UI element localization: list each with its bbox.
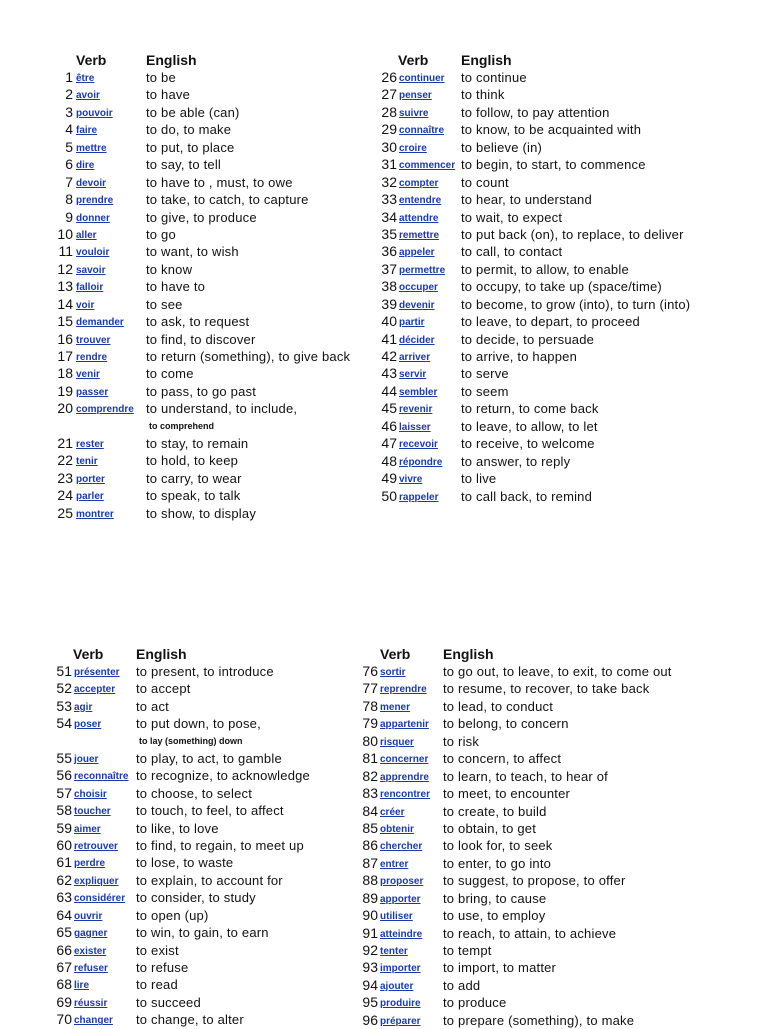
- verb-number: 33: [381, 191, 397, 208]
- verb-number: 54: [56, 715, 72, 732]
- verb-number: 26: [381, 69, 397, 85]
- english-translation: to call back, to remind: [461, 488, 593, 504]
- english-translation: to act: [136, 698, 169, 714]
- verb-column-header: Verb: [73, 646, 104, 662]
- verb-number: 43: [381, 365, 397, 382]
- verb-link[interactable]: pouvoir: [76, 107, 113, 119]
- verb-number: 46: [381, 417, 397, 434]
- verb-link[interactable]: falloir: [76, 282, 104, 294]
- english-translation: to go: [146, 226, 176, 242]
- verb-number: 4: [65, 121, 73, 138]
- verb-link[interactable]: faire: [76, 125, 98, 137]
- verb-number: 19: [57, 382, 73, 399]
- verb-number: 3: [65, 103, 73, 120]
- verb-number: 50: [381, 487, 397, 504]
- verb-number: 63: [56, 889, 72, 906]
- verb-number: 11: [58, 243, 73, 260]
- verb-number: 94: [362, 976, 378, 993]
- verb-number: 6: [65, 156, 73, 173]
- verb-number: 35: [381, 225, 397, 242]
- verb-link[interactable]: permettre: [399, 264, 446, 276]
- verb-number: 55: [56, 749, 72, 766]
- verb-link[interactable]: montrer: [76, 508, 114, 520]
- verb-link[interactable]: suivre: [399, 107, 429, 119]
- verb-number: 80: [362, 732, 378, 749]
- english-translation: to say, to tell: [146, 157, 222, 173]
- verb-number: 76: [362, 663, 378, 679]
- verb-number: 17: [57, 348, 73, 364]
- verb-link[interactable]: apporter: [380, 893, 421, 905]
- english-translation: to refuse: [136, 960, 189, 975]
- english-translation: to look for, to seek: [443, 838, 553, 854]
- verb-number: 27: [381, 86, 397, 103]
- english-translation: to find, to discover: [146, 331, 256, 347]
- verb-number: 60: [56, 836, 72, 853]
- verb-number: 32: [381, 173, 397, 190]
- verb-link[interactable]: obtenir: [380, 823, 414, 835]
- verb-link[interactable]: concerner: [380, 754, 429, 766]
- english-translation: to resume, to recover, to take back: [443, 681, 650, 697]
- verb-link[interactable]: vivre: [399, 474, 423, 486]
- verb-link[interactable]: attendre: [399, 212, 439, 224]
- verb-number: 5: [65, 138, 73, 155]
- english-translation: to obtain, to get: [443, 820, 537, 836]
- verb-link[interactable]: agir: [74, 701, 93, 713]
- verb-link[interactable]: produire: [380, 998, 421, 1010]
- verb-link[interactable]: décider: [399, 334, 435, 346]
- verb-link[interactable]: dire: [76, 160, 95, 172]
- verb-number: 90: [362, 907, 378, 924]
- verb-number: 44: [381, 382, 397, 399]
- verb-link[interactable]: croire: [399, 142, 427, 154]
- verb-link[interactable]: atteindre: [380, 928, 423, 940]
- verb-link[interactable]: revenir: [399, 404, 433, 416]
- english-translation: to change, to alter: [136, 1012, 244, 1028]
- english-translation: to go out, to leave, to exit, to come out: [443, 664, 672, 679]
- english-translation: to be able (can): [146, 104, 240, 120]
- english-column-header: English: [146, 52, 197, 68]
- english-translation: to know: [146, 261, 193, 277]
- english-translation: to give, to produce: [146, 209, 257, 225]
- verb-link[interactable]: ouvrir: [74, 910, 103, 922]
- verb-link[interactable]: perdre: [74, 858, 106, 870]
- english-translation: to become, to grow (into), to turn (into): [461, 296, 691, 312]
- verb-number: 28: [381, 103, 397, 120]
- verb-link[interactable]: réussir: [74, 997, 108, 1009]
- verb-number: 95: [362, 994, 378, 1011]
- verb-number: 65: [56, 924, 72, 941]
- verb-link[interactable]: créer: [380, 806, 405, 818]
- verb-link[interactable]: appartenir: [380, 719, 429, 731]
- english-translation: to recognize, to acknowledge: [136, 768, 310, 784]
- verb-number: 10: [57, 225, 73, 242]
- verb-number: 7: [65, 173, 73, 190]
- verb-number: 12: [57, 260, 73, 277]
- verb-number: 67: [56, 959, 72, 975]
- verb-number: 9: [65, 208, 73, 225]
- verb-link[interactable]: entendre: [399, 195, 442, 207]
- verb-link[interactable]: risquer: [380, 736, 414, 748]
- english-translation: to add: [443, 977, 481, 993]
- verb-number: 15: [57, 313, 73, 330]
- english-translation: to leave, to allow, to let: [461, 418, 598, 434]
- verb-link[interactable]: toucher: [74, 806, 111, 818]
- verb-number: 39: [381, 295, 397, 312]
- english-translation: to do, to make: [146, 122, 232, 138]
- english-translation: to enter, to go into: [443, 855, 552, 871]
- verb-link[interactable]: prendre: [76, 195, 114, 207]
- verb-link[interactable]: ajouter: [380, 980, 414, 992]
- verb-number: 29: [381, 121, 397, 138]
- verb-link[interactable]: proposer: [380, 876, 424, 888]
- verb-link[interactable]: considérer: [74, 893, 126, 905]
- verb-number: 40: [381, 313, 397, 330]
- english-translation: to carry, to wear: [146, 470, 242, 486]
- verb-link[interactable]: donner: [76, 212, 110, 224]
- verb-link[interactable]: devoir: [76, 177, 107, 189]
- verb-number: 14: [57, 295, 73, 312]
- english-translation: to like, to love: [136, 820, 219, 836]
- verb-link[interactable]: passer: [76, 386, 109, 398]
- verb-link[interactable]: compter: [399, 177, 439, 189]
- verb-link[interactable]: comprendre: [76, 404, 134, 416]
- verb-number: 49: [381, 470, 397, 487]
- english-translation: to prepare (something), to make: [443, 1012, 635, 1028]
- english-column-header: English: [136, 646, 187, 662]
- english-translation: to speak, to talk: [146, 488, 241, 504]
- english-translation: to learn, to teach, to hear of: [443, 768, 608, 784]
- verb-number: 53: [56, 697, 72, 714]
- verb-number: 58: [56, 802, 72, 819]
- verb-number: 91: [362, 924, 378, 941]
- verb-link[interactable]: préparer: [380, 1015, 421, 1027]
- verb-link[interactable]: porter: [76, 473, 105, 485]
- verb-number: 93: [362, 959, 378, 976]
- english-translation: to see: [146, 296, 183, 312]
- english-translation: to want, to wish: [146, 244, 239, 260]
- verb-link[interactable]: rencontrer: [380, 789, 431, 801]
- verb-link[interactable]: arriver: [399, 352, 431, 363]
- english-translation: to wait, to expect: [461, 209, 563, 225]
- verb-number: 18: [57, 365, 73, 382]
- english-translation: to open (up): [136, 907, 209, 923]
- verb-number: 1: [65, 69, 73, 85]
- verb-number: 92: [362, 942, 378, 958]
- verb-number: 84: [362, 802, 378, 819]
- english-translation: to exist: [136, 942, 179, 958]
- english-translation: to begin, to start, to commence: [461, 157, 646, 173]
- english-translation: to have: [146, 87, 191, 103]
- english-column-header: English: [443, 646, 494, 662]
- verb-link[interactable]: gagner: [74, 928, 108, 940]
- verb-number: 62: [56, 871, 72, 888]
- verb-number: 81: [362, 750, 378, 767]
- english-translation: to show, to display: [146, 505, 257, 521]
- verb-link[interactable]: jouer: [74, 753, 99, 765]
- english-translation: to create, to build: [443, 803, 547, 819]
- english-translation: to concern, to affect: [443, 751, 562, 767]
- english-translation: to play, to act, to gamble: [136, 750, 282, 766]
- verb-link[interactable]: servir: [399, 369, 427, 381]
- english-translation: to import, to matter: [443, 960, 557, 976]
- english-translation: to understand, to include,: [146, 401, 298, 417]
- verb-number: 25: [57, 504, 73, 521]
- verb-number: 30: [381, 138, 397, 155]
- verb-number: 47: [381, 435, 397, 452]
- verb-number: 85: [362, 819, 378, 836]
- verb-number: 68: [56, 976, 72, 993]
- verb-number: 78: [362, 697, 378, 714]
- verb-number: 24: [57, 487, 73, 504]
- english-translation: to consider, to study: [136, 890, 256, 906]
- verb-link[interactable]: laisser: [399, 421, 431, 433]
- verb-number: 36: [381, 243, 397, 260]
- english-translation: to suggest, to propose, to offer: [443, 873, 626, 889]
- verb-link[interactable]: retrouver: [74, 840, 118, 852]
- verb-column-header: Verb: [380, 646, 411, 662]
- english-translation: to produce: [443, 995, 507, 1011]
- verb-link[interactable]: apprendre: [380, 771, 429, 783]
- english-translation: to occupy, to take up (space/time): [461, 279, 662, 295]
- english-translation: to hear, to understand: [461, 192, 592, 208]
- english-translation: to belong, to concern: [443, 716, 569, 732]
- verb-number: 69: [56, 993, 72, 1010]
- verb-link[interactable]: poser: [74, 719, 102, 731]
- verb-link[interactable]: tenter: [380, 946, 408, 957]
- verb-number: 86: [362, 837, 378, 854]
- verb-number: 23: [57, 469, 73, 486]
- verb-link[interactable]: appeler: [399, 247, 435, 259]
- verb-link[interactable]: expliquer: [74, 875, 119, 887]
- verb-number: 21: [57, 434, 73, 451]
- verb-link[interactable]: rappeler: [399, 491, 439, 503]
- verb-link[interactable]: recevoir: [399, 439, 438, 451]
- verb-number: 31: [381, 156, 397, 173]
- verb-column-header: Verb: [76, 52, 107, 68]
- english-translation: to lose, to waste: [136, 855, 234, 871]
- english-translation: to hold, to keep: [146, 453, 239, 469]
- verb-link[interactable]: présenter: [74, 667, 120, 678]
- verb-link[interactable]: remettre: [399, 229, 440, 241]
- english-translation: to put back (on), to replace, to deliver: [461, 226, 684, 242]
- verb-link[interactable]: penser: [399, 90, 432, 102]
- verb-link[interactable]: connaître: [399, 125, 445, 137]
- verb-link[interactable]: chercher: [380, 841, 423, 853]
- verb-number: 42: [381, 348, 397, 364]
- english-translation: to believe (in): [461, 139, 543, 155]
- verb-link[interactable]: commencer: [399, 160, 456, 172]
- verb-link[interactable]: répondre: [399, 456, 443, 468]
- verb-number: 64: [56, 906, 72, 923]
- english-translation: to pass, to go past: [146, 383, 257, 399]
- english-translation: to choose, to select: [136, 785, 253, 801]
- verb-link[interactable]: trouver: [76, 334, 111, 346]
- translation-continuation: to lay (something) down: [139, 735, 243, 746]
- verb-number: 13: [57, 278, 73, 295]
- english-translation: to receive, to welcome: [461, 436, 595, 452]
- english-translation: to return, to come back: [461, 401, 599, 417]
- verb-column-header: Verb: [398, 52, 429, 68]
- verb-link[interactable]: reprendre: [380, 684, 427, 696]
- verb-number: 70: [56, 1011, 72, 1028]
- verb-link[interactable]: partir: [399, 317, 425, 329]
- verb-number: 38: [381, 278, 397, 295]
- verb-number: 41: [381, 330, 397, 347]
- verb-link[interactable]: lire: [74, 980, 90, 992]
- english-translation: to be: [146, 70, 176, 85]
- english-translation: to find, to regain, to meet up: [136, 837, 304, 853]
- verb-link[interactable]: changer: [74, 1015, 113, 1027]
- verb-link[interactable]: vouloir: [76, 247, 110, 259]
- english-translation: to put, to place: [146, 139, 235, 155]
- english-translation: to succeed: [136, 994, 201, 1010]
- verb-link[interactable]: venir: [76, 369, 100, 381]
- verb-link[interactable]: reconnaître: [74, 771, 129, 783]
- english-translation: to present, to introduce: [136, 664, 274, 679]
- english-translation: to lead, to conduct: [443, 698, 554, 714]
- english-translation: to put down, to pose,: [136, 716, 261, 732]
- english-translation: to accept: [136, 681, 191, 697]
- english-translation: to answer, to reply: [461, 453, 571, 469]
- english-translation: to ask, to request: [146, 314, 250, 330]
- english-translation: to stay, to remain: [146, 435, 249, 451]
- verb-number: 2: [65, 86, 73, 103]
- verb-link[interactable]: sortir: [380, 667, 406, 678]
- verb-link[interactable]: continuer: [399, 73, 445, 84]
- verb-link[interactable]: savoir: [76, 264, 106, 276]
- verb-number: 83: [362, 785, 378, 802]
- verb-number: 61: [56, 854, 72, 871]
- verb-number: 88: [362, 872, 378, 889]
- verb-number: 48: [381, 452, 397, 469]
- english-translation: to serve: [461, 366, 509, 382]
- verb-number: 37: [381, 260, 397, 277]
- verb-link[interactable]: voir: [76, 299, 95, 311]
- english-translation: to touch, to feel, to affect: [136, 803, 284, 819]
- verb-link[interactable]: accepter: [74, 684, 116, 696]
- english-translation: to meet, to encounter: [443, 786, 571, 802]
- verb-number: 56: [56, 767, 72, 784]
- english-translation: to return (something), to give back: [146, 349, 351, 364]
- english-translation: to know, to be acquainted with: [461, 122, 642, 138]
- english-translation: to use, to employ: [443, 908, 546, 924]
- verb-number: 82: [362, 767, 378, 784]
- verb-link[interactable]: tenir: [76, 456, 98, 468]
- verb-number: 59: [56, 819, 72, 836]
- verb-link[interactable]: aller: [76, 229, 97, 241]
- verb-link[interactable]: devenir: [399, 299, 435, 311]
- translation-continuation: to comprehend: [149, 420, 215, 431]
- verb-link[interactable]: aimer: [74, 823, 101, 835]
- english-translation: to read: [136, 977, 178, 993]
- english-translation: to explain, to account for: [136, 872, 283, 888]
- verb-link[interactable]: être: [76, 73, 95, 84]
- verb-link[interactable]: importer: [380, 963, 421, 975]
- verb-number: 79: [362, 715, 378, 732]
- verb-number: 45: [381, 400, 397, 417]
- verb-link[interactable]: utiliser: [380, 911, 413, 923]
- verb-link[interactable]: mettre: [76, 142, 107, 154]
- english-translation: to seem: [461, 383, 509, 399]
- verb-link[interactable]: occuper: [399, 282, 438, 294]
- verb-number: 57: [56, 784, 72, 801]
- verb-link[interactable]: mener: [380, 701, 411, 713]
- verb-link[interactable]: exister: [74, 945, 107, 957]
- verb-number: 8: [65, 191, 73, 208]
- english-translation: to bring, to cause: [443, 890, 547, 906]
- english-translation: to arrive, to happen: [461, 349, 578, 364]
- verb-link[interactable]: entrer: [380, 858, 409, 870]
- verb-number: 66: [56, 941, 72, 958]
- verb-number: 34: [381, 208, 397, 225]
- english-translation: to permit, to allow, to enable: [461, 261, 629, 277]
- english-translation: to leave, to depart, to proceed: [461, 314, 640, 330]
- verb-link[interactable]: rendre: [76, 352, 108, 363]
- english-translation: to have to: [146, 279, 206, 295]
- english-translation: to tempt: [443, 943, 492, 958]
- verb-number: 96: [362, 1011, 378, 1028]
- english-translation: to follow, to pay attention: [461, 104, 610, 120]
- verb-number: 51: [56, 663, 72, 679]
- english-translation: to come: [146, 366, 194, 382]
- english-translation: to decide, to persuade: [461, 331, 595, 347]
- english-translation: to have to , must, to owe: [146, 174, 293, 190]
- english-translation: to continue: [461, 70, 527, 85]
- verb-number: 87: [362, 854, 378, 871]
- verb-link[interactable]: avoir: [76, 90, 100, 102]
- verb-link[interactable]: rester: [76, 438, 104, 450]
- verb-link[interactable]: choisir: [74, 788, 107, 800]
- verb-number: 16: [57, 330, 73, 347]
- verb-link[interactable]: refuser: [74, 963, 108, 974]
- verb-link[interactable]: parler: [76, 491, 104, 503]
- verb-number: 89: [362, 889, 378, 906]
- verb-number: 20: [57, 400, 73, 417]
- english-translation: to take, to catch, to capture: [146, 192, 309, 208]
- english-translation: to win, to gain, to earn: [136, 925, 269, 941]
- english-translation: to risk: [443, 733, 480, 749]
- verb-number: 77: [362, 680, 378, 697]
- english-translation: to reach, to attain, to achieve: [443, 925, 617, 941]
- english-translation: to call, to contact: [461, 244, 563, 260]
- english-translation: to think: [461, 87, 505, 103]
- verb-link[interactable]: sembler: [399, 386, 438, 398]
- english-translation: to live: [461, 471, 497, 487]
- english-translation: to count: [461, 174, 509, 190]
- verb-number: 22: [57, 452, 73, 469]
- english-column-header: English: [461, 52, 512, 68]
- verb-number: 52: [56, 680, 72, 697]
- verb-link[interactable]: demander: [76, 317, 124, 329]
